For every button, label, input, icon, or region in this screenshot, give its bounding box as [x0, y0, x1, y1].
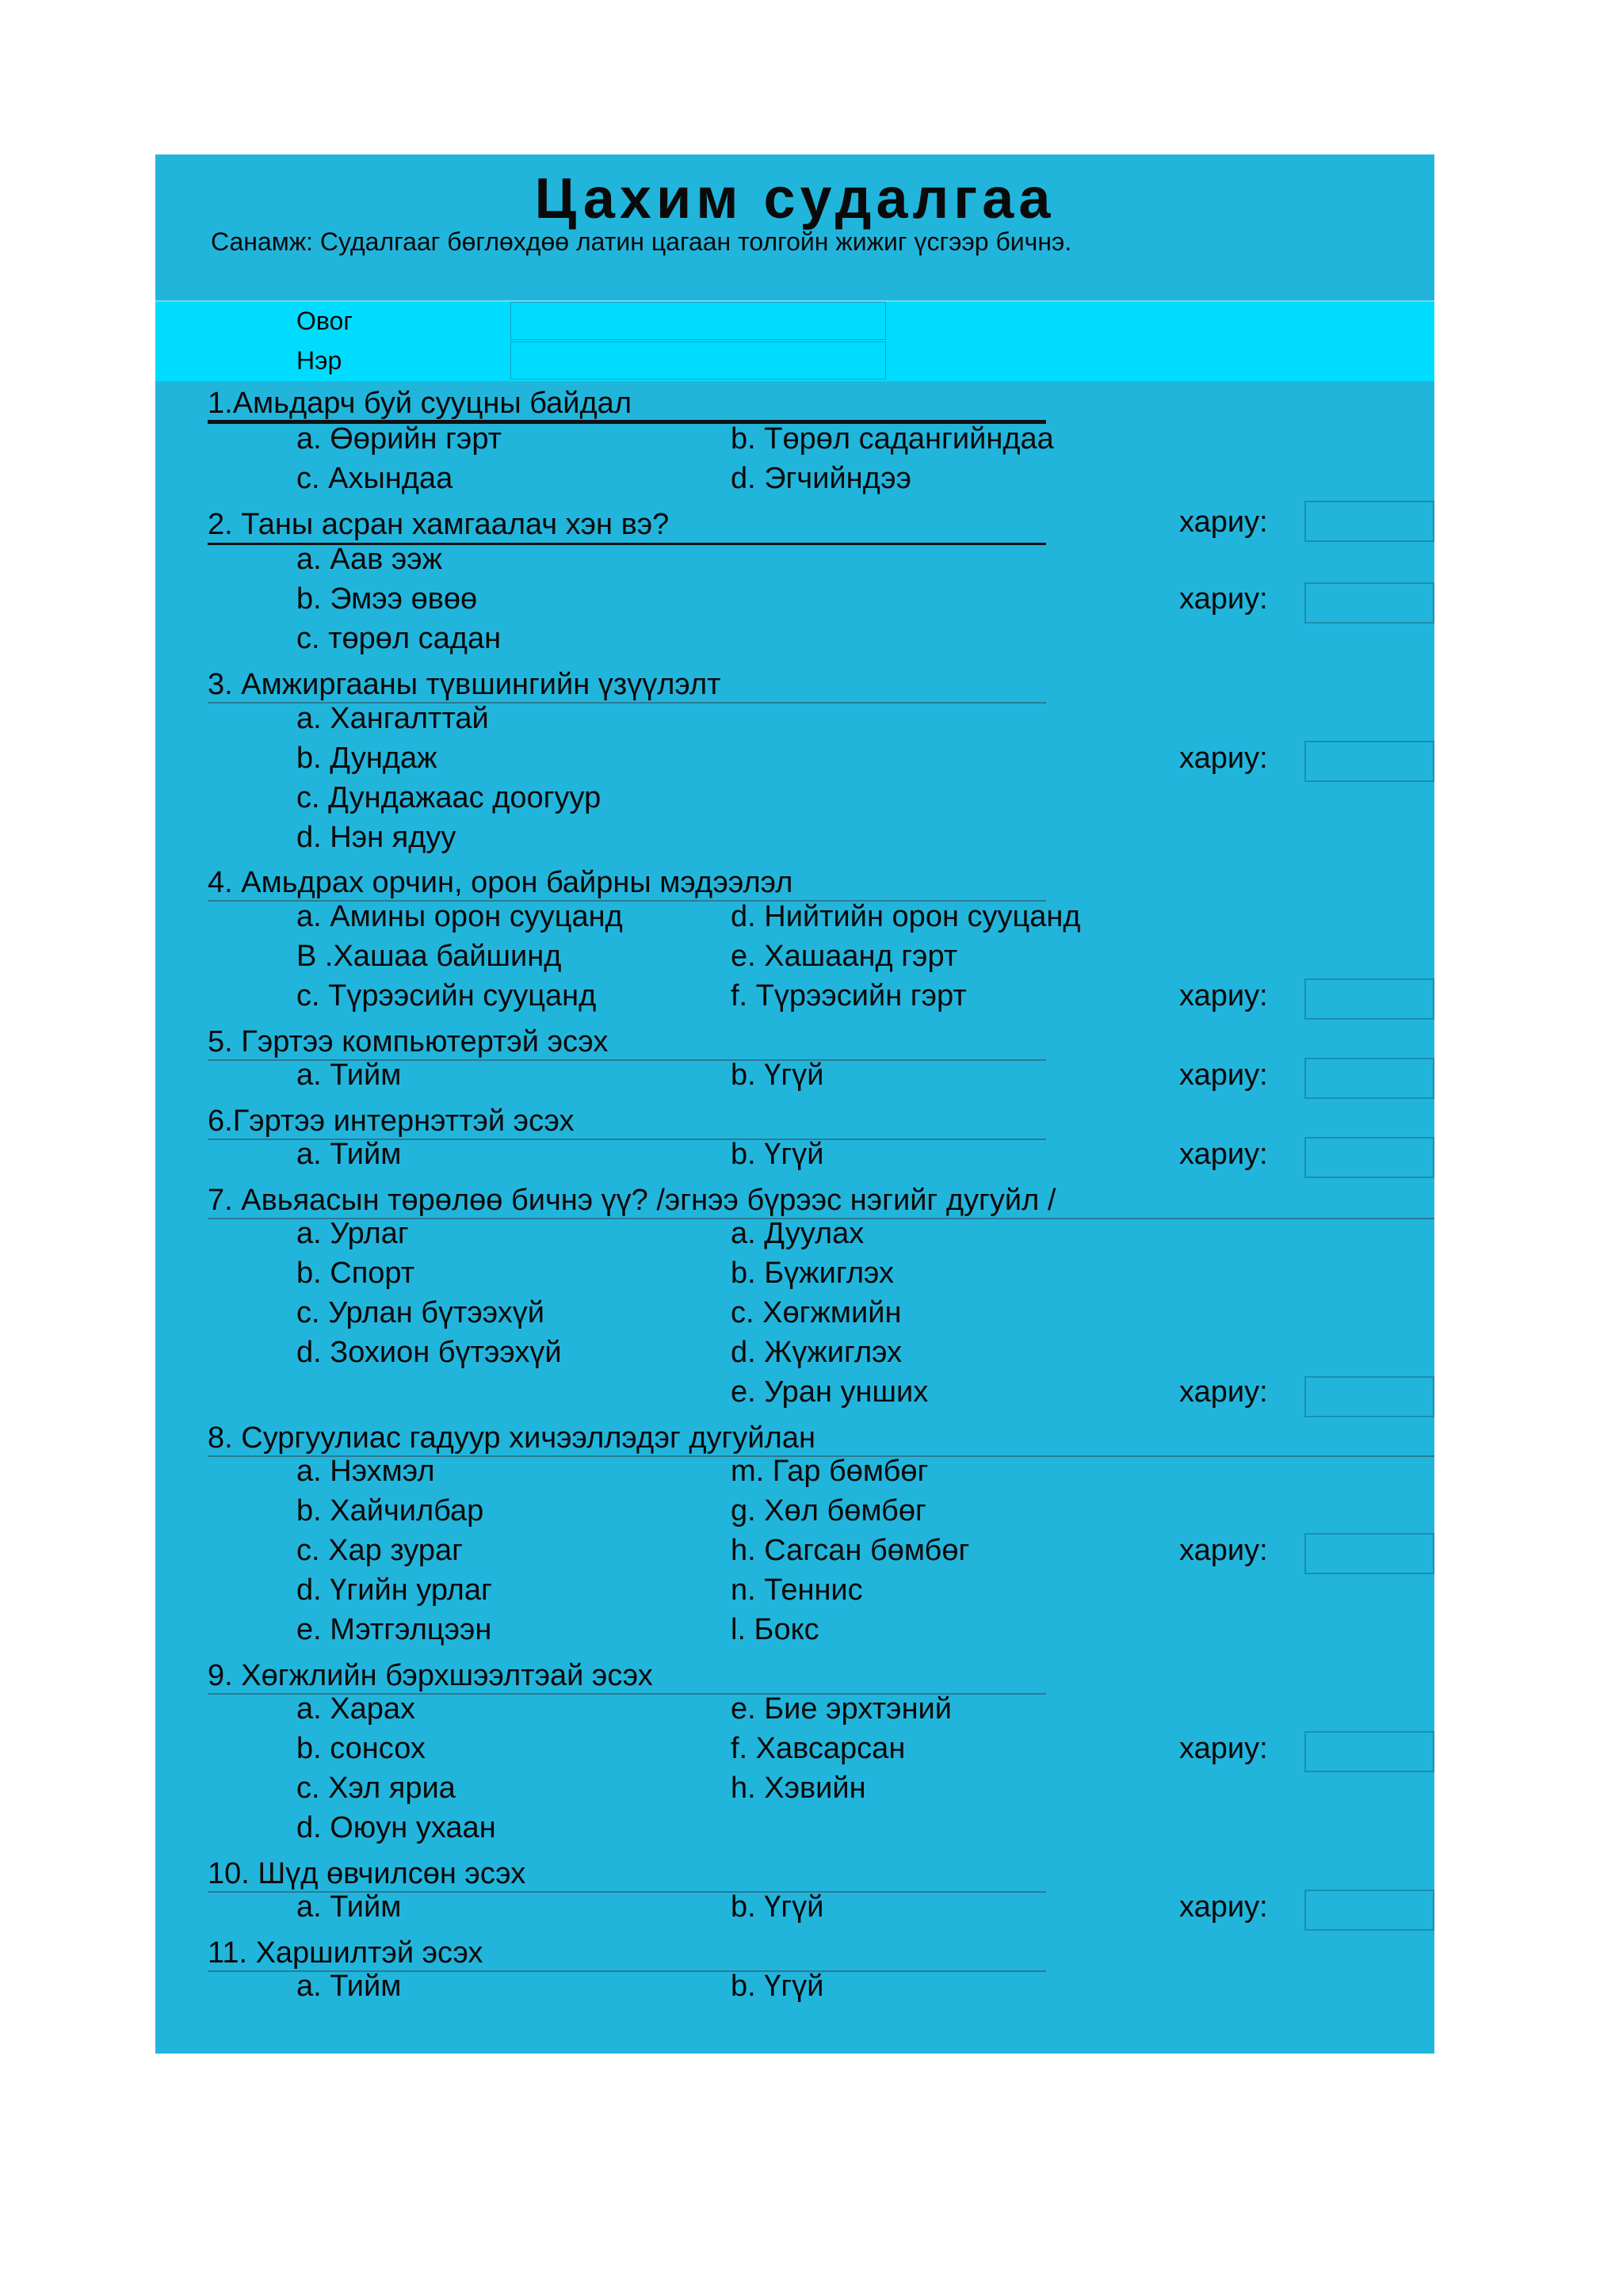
- option[interactable]: c. Хөгжмийн: [731, 1296, 902, 1329]
- option[interactable]: b. Эмээ өвөө: [296, 582, 478, 616]
- answer-label: хариу:: [1179, 1732, 1268, 1765]
- answer-label: хариу:: [1179, 1058, 1268, 1092]
- option[interactable]: c. Хэл яриа: [296, 1772, 456, 1805]
- question-8: 8. Сургуулиас гадуур хичээллэдэг дугуйлан: [208, 1421, 815, 1455]
- instruction-note: Санамж: Судалгааг бөглөхдөө латин цагаан толгойн жижиг үсгээр бичнэ.: [211, 227, 1072, 256]
- answer-label: хариу:: [1179, 742, 1268, 775]
- answer-input[interactable]: [1304, 582, 1434, 624]
- answer-label: хариу:: [1179, 1890, 1268, 1924]
- question-2: 2. Таны асран хамгаалач хэн вэ?: [208, 508, 670, 541]
- answer-input[interactable]: [1304, 1533, 1434, 1574]
- option[interactable]: b. Төрөл садангийндаа: [731, 422, 1054, 456]
- option[interactable]: c. Урлан бүтээхүй: [296, 1296, 544, 1329]
- option[interactable]: l. Бокс: [731, 1613, 819, 1646]
- answer-input[interactable]: [1304, 1058, 1434, 1099]
- option[interactable]: a. Урлаг: [296, 1217, 409, 1250]
- answer-label: хариу:: [1179, 1138, 1268, 1171]
- answer-label: хариу:: [1179, 582, 1268, 616]
- option[interactable]: d. Нийтийн орон сууцанд: [731, 900, 1081, 933]
- surname-label: Овог: [296, 307, 353, 335]
- option[interactable]: b. Хайчилбар: [296, 1494, 484, 1527]
- page-title: Цахим судалгаа: [534, 167, 1056, 231]
- option[interactable]: c. төрөл садан: [296, 622, 502, 655]
- option[interactable]: b. Үгүй: [731, 1058, 824, 1092]
- option[interactable]: a. Дуулах: [731, 1217, 865, 1250]
- option[interactable]: n. Теннис: [731, 1573, 863, 1607]
- question-10: 10. Шүд өвчилсөн эсэх: [208, 1857, 526, 1890]
- name-label: Нэр: [296, 346, 342, 375]
- answer-label: хариу:: [1179, 979, 1268, 1013]
- option[interactable]: c. Ахындаа: [296, 462, 453, 495]
- answer-input[interactable]: [1304, 1376, 1434, 1417]
- option[interactable]: f. Хавсарсан: [731, 1732, 906, 1765]
- answer-input[interactable]: [1304, 1137, 1434, 1178]
- question-3: 3. Амжиргааны түвшингийн үзүүлэлт: [208, 668, 721, 701]
- question-11: 11. Харшилтэй эсэх: [208, 1936, 483, 1970]
- option[interactable]: b. Үгүй: [731, 1890, 824, 1924]
- option[interactable]: a. Өөрийн гэрт: [296, 422, 502, 456]
- question-7: 7. Авьяасын төрөлөө бичнэ үү? /эгнээ бүрээс нэгийг дугуйл /: [208, 1184, 1056, 1217]
- answer-input[interactable]: [1304, 741, 1434, 782]
- option[interactable]: c. Хар зураг: [296, 1534, 463, 1567]
- option[interactable]: d. Эгчийндээ: [731, 462, 912, 495]
- option[interactable]: b. Үгүй: [731, 1970, 824, 2003]
- option[interactable]: a. Тийм: [296, 1138, 402, 1171]
- survey-sheet: [155, 154, 1434, 2054]
- option[interactable]: B .Хашаа байшинд: [296, 940, 562, 973]
- option[interactable]: a. Амины орон сууцанд: [296, 900, 623, 933]
- option[interactable]: d. Үгийн урлаг: [296, 1573, 492, 1607]
- option[interactable]: d. Зохион бүтээхүй: [296, 1336, 562, 1369]
- option[interactable]: d. Оюун ухаан: [296, 1811, 496, 1844]
- option[interactable]: b. Үгүй: [731, 1138, 824, 1171]
- option[interactable]: b. Спорт: [296, 1257, 415, 1290]
- option[interactable]: d. Нэн ядуу: [296, 821, 456, 854]
- option[interactable]: d. Жүжиглэх: [731, 1336, 903, 1369]
- option[interactable]: h. Сагсан бөмбөг: [731, 1534, 970, 1567]
- option[interactable]: a. Тийм: [296, 1890, 402, 1924]
- answer-label: хариу:: [1179, 1534, 1268, 1567]
- surname-input[interactable]: [510, 302, 886, 340]
- option[interactable]: a. Тийм: [296, 1970, 402, 2003]
- option[interactable]: a. Тийм: [296, 1058, 402, 1092]
- question-9: 9. Хөгжлийн бэрхшээлтэай эсэх: [208, 1659, 653, 1692]
- option[interactable]: b. Бүжиглэх: [731, 1257, 894, 1290]
- option[interactable]: e. Бие эрхтэний: [731, 1692, 953, 1726]
- option[interactable]: e. Хашаанд гэрт: [731, 940, 958, 973]
- answer-label: хариу:: [1179, 1375, 1268, 1409]
- name-input[interactable]: [510, 341, 886, 379]
- option[interactable]: h. Хэвийн: [731, 1772, 866, 1805]
- answer-input[interactable]: [1304, 1731, 1434, 1772]
- option[interactable]: e. Мэтгэлцээн: [296, 1613, 492, 1646]
- option[interactable]: m. Гар бөмбөг: [731, 1455, 929, 1488]
- answer-input[interactable]: [1304, 1890, 1434, 1931]
- option[interactable]: b. Дундаж: [296, 742, 437, 775]
- option[interactable]: b. сонсох: [296, 1732, 426, 1765]
- identity-band: [155, 300, 1434, 381]
- option[interactable]: a. Хангалттай: [296, 702, 489, 735]
- option[interactable]: a. Аав ээж: [296, 543, 443, 576]
- option[interactable]: a. Нэхмэл: [296, 1455, 435, 1488]
- option[interactable]: c. Түрээсийн сууцанд: [296, 979, 597, 1013]
- option[interactable]: g. Хөл бөмбөг: [731, 1494, 926, 1527]
- question-6: 6.Гэртээ интернэттэй эсэх: [208, 1104, 575, 1138]
- answer-label: хариу:: [1179, 505, 1268, 539]
- question-1: 1.Амьдарч буй сууцны байдал: [208, 387, 632, 420]
- option[interactable]: f. Түрээсийн гэрт: [731, 979, 967, 1013]
- answer-input[interactable]: [1304, 978, 1434, 1020]
- option[interactable]: a. Харах: [296, 1692, 415, 1726]
- answer-input[interactable]: [1304, 501, 1434, 542]
- question-5: 5. Гэртээ компьютертэй эсэх: [208, 1025, 609, 1058]
- option[interactable]: e. Уран унших: [731, 1375, 929, 1409]
- option[interactable]: c. Дундажаас доогуур: [296, 781, 601, 814]
- question-4: 4. Амьдрах орчин, орон байрны мэдээлэл: [208, 866, 793, 899]
